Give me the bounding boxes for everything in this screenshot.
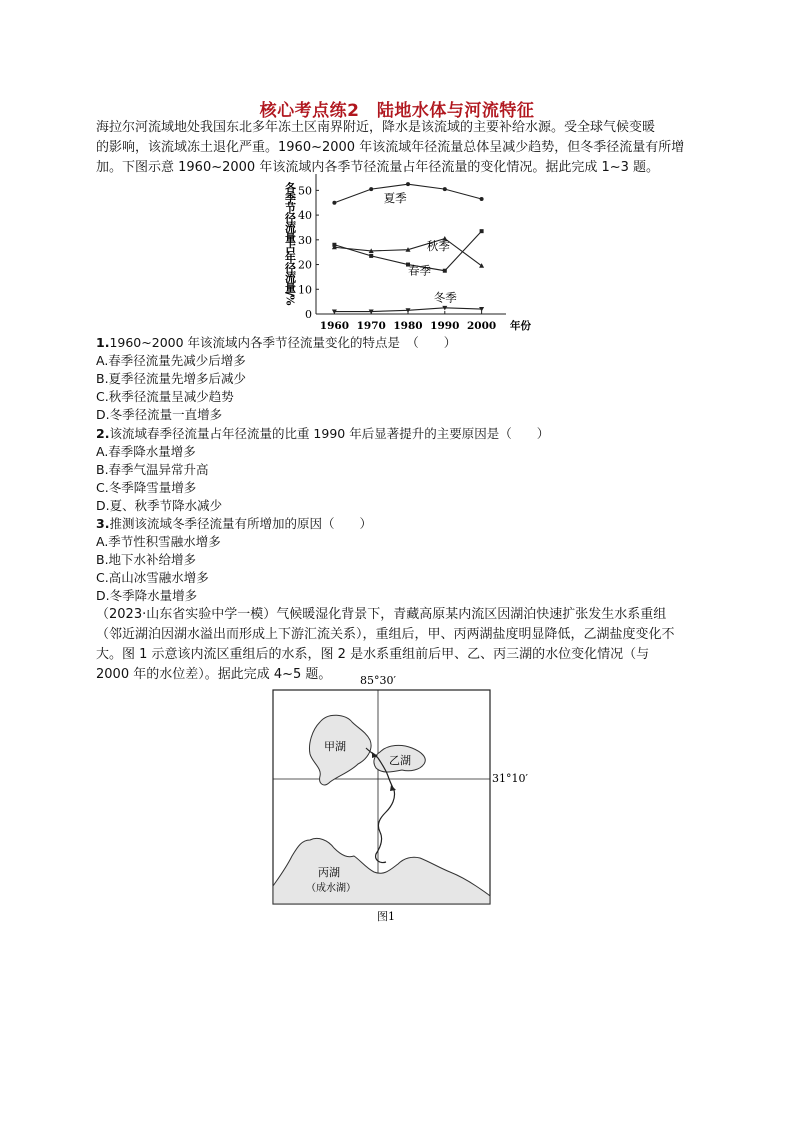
intro-line: 加。下图示意 1960~2000 年该流域内各季节径流量占年径流量的变化情况。据此完成 1~3 题。 bbox=[96, 160, 660, 175]
question-text: 推测该流域冬季径流量有所增加的原因（ ） bbox=[109, 516, 372, 531]
lake-c-note: （成水湖） bbox=[306, 883, 356, 894]
lake-c-label: 丙湖 bbox=[318, 866, 340, 879]
answer-option[interactable]: D.冬季降水量增多 bbox=[96, 588, 198, 603]
answer-option[interactable]: A.季节性积雪融水增多 bbox=[96, 534, 221, 549]
question-stem bbox=[96, 425, 549, 443]
question-number: 1. bbox=[96, 335, 110, 350]
series-label: 冬季 bbox=[433, 290, 457, 305]
intro-line: 海拉尔河流域地处我国东北多年冻土区南界附近，降水是该流域的主要补给水源。受全球气候变暖 bbox=[96, 120, 656, 135]
answer-option[interactable]: D.夏、秋季节降水减少 bbox=[96, 498, 223, 513]
intro-line: 的影响，该流域冻土退化严重。1960~2000 年该流域年径流量总体呈减少趋势，但冬季径流量有所增 bbox=[96, 140, 685, 155]
answer-option[interactable]: C.高山冰雪融水增多 bbox=[96, 570, 209, 585]
intro-paragraph-1 bbox=[96, 118, 698, 178]
page-title: 核心考点练2 陆地水体与河流特征 bbox=[259, 101, 535, 121]
data-point bbox=[369, 187, 373, 191]
intro-line: 大。图 1 示意该内流区重组后的水系，图 2 是水系重组前后甲、乙、丙三湖的水位变化情况（与 bbox=[96, 647, 650, 662]
data-point bbox=[443, 269, 447, 273]
y-tick-label: 20 bbox=[298, 258, 312, 272]
y-tick-label: 0 bbox=[305, 308, 312, 321]
series-label: 春季 bbox=[408, 263, 431, 278]
intro-line: （邻近湖泊因湖水溢出而形成上下游汇流关系），重组后，甲、丙两湖盐度明显降低，乙湖盐度变化不 bbox=[96, 627, 675, 642]
lake-b-label: 乙湖 bbox=[389, 754, 411, 767]
runoff-line-chart bbox=[268, 172, 531, 337]
answer-option[interactable]: A.春季降水量增多 bbox=[96, 444, 196, 459]
data-point bbox=[406, 182, 410, 186]
data-point bbox=[480, 229, 484, 233]
x-tick-label: 1980 bbox=[393, 320, 423, 332]
longitude-label: 85°30′ bbox=[360, 674, 396, 687]
drainage-map bbox=[262, 672, 528, 928]
question-stem bbox=[96, 515, 372, 533]
x-tick-label: 1970 bbox=[356, 320, 386, 332]
data-point bbox=[332, 243, 336, 247]
data-point bbox=[480, 197, 484, 201]
y-tick-label: 40 bbox=[298, 209, 312, 223]
x-axis-label: 年份 bbox=[510, 320, 531, 332]
x-tick-label: 2000 bbox=[466, 320, 497, 332]
x-tick-label: 1990 bbox=[430, 320, 460, 332]
lake-a-label: 甲湖 bbox=[324, 740, 346, 753]
data-point bbox=[443, 187, 447, 191]
intro-line: 2000 年的水位差）。据此完成 4~5 题。 bbox=[96, 667, 332, 682]
x-tick-label: 1960 bbox=[319, 320, 350, 332]
question-text: 1960~2000 年该流域内各季节径流量变化的特点是 （ ） bbox=[109, 335, 457, 350]
answer-option[interactable]: A.春季径流量先减少后增多 bbox=[96, 353, 246, 368]
figure-caption: 图1 bbox=[377, 910, 395, 923]
y-axis-label: 各季节径流量占年径流量/% bbox=[283, 182, 297, 305]
series-line-0 bbox=[334, 184, 481, 206]
question-stem bbox=[96, 334, 456, 352]
y-tick-label: 50 bbox=[298, 184, 312, 198]
question-text: 该流域春季径流量占年径流量的比重 1990 年后显著提升的主要原因是（ ） bbox=[109, 426, 550, 441]
latitude-label: 31°10′ bbox=[492, 772, 528, 785]
question-number: 2. bbox=[96, 426, 110, 441]
y-tick-label: 30 bbox=[298, 233, 312, 247]
answer-option[interactable]: B.春季气温异常升高 bbox=[96, 462, 209, 477]
series-label: 夏季 bbox=[383, 191, 407, 206]
answer-option[interactable]: B.地下水补给增多 bbox=[96, 552, 197, 567]
answer-option[interactable]: C.秋季径流量呈减少趋势 bbox=[96, 389, 234, 404]
data-point bbox=[332, 201, 336, 205]
question-number: 3. bbox=[96, 516, 110, 531]
y-tick-label: 10 bbox=[298, 283, 312, 297]
answer-option[interactable]: D.冬季径流量一直增多 bbox=[96, 407, 223, 422]
intro-line: （2023·山东省实验中学一模）气候暖湿化背景下，青藏高原某内流区因湖泊快速扩张发生水系重组 bbox=[96, 607, 667, 622]
series-label: 秋季 bbox=[426, 238, 450, 253]
data-point bbox=[369, 254, 373, 258]
series-line-1 bbox=[334, 239, 481, 266]
answer-option[interactable]: B.夏季径流量先增多后减少 bbox=[96, 371, 247, 386]
answer-option[interactable]: C.冬季降雪量增多 bbox=[96, 480, 197, 495]
